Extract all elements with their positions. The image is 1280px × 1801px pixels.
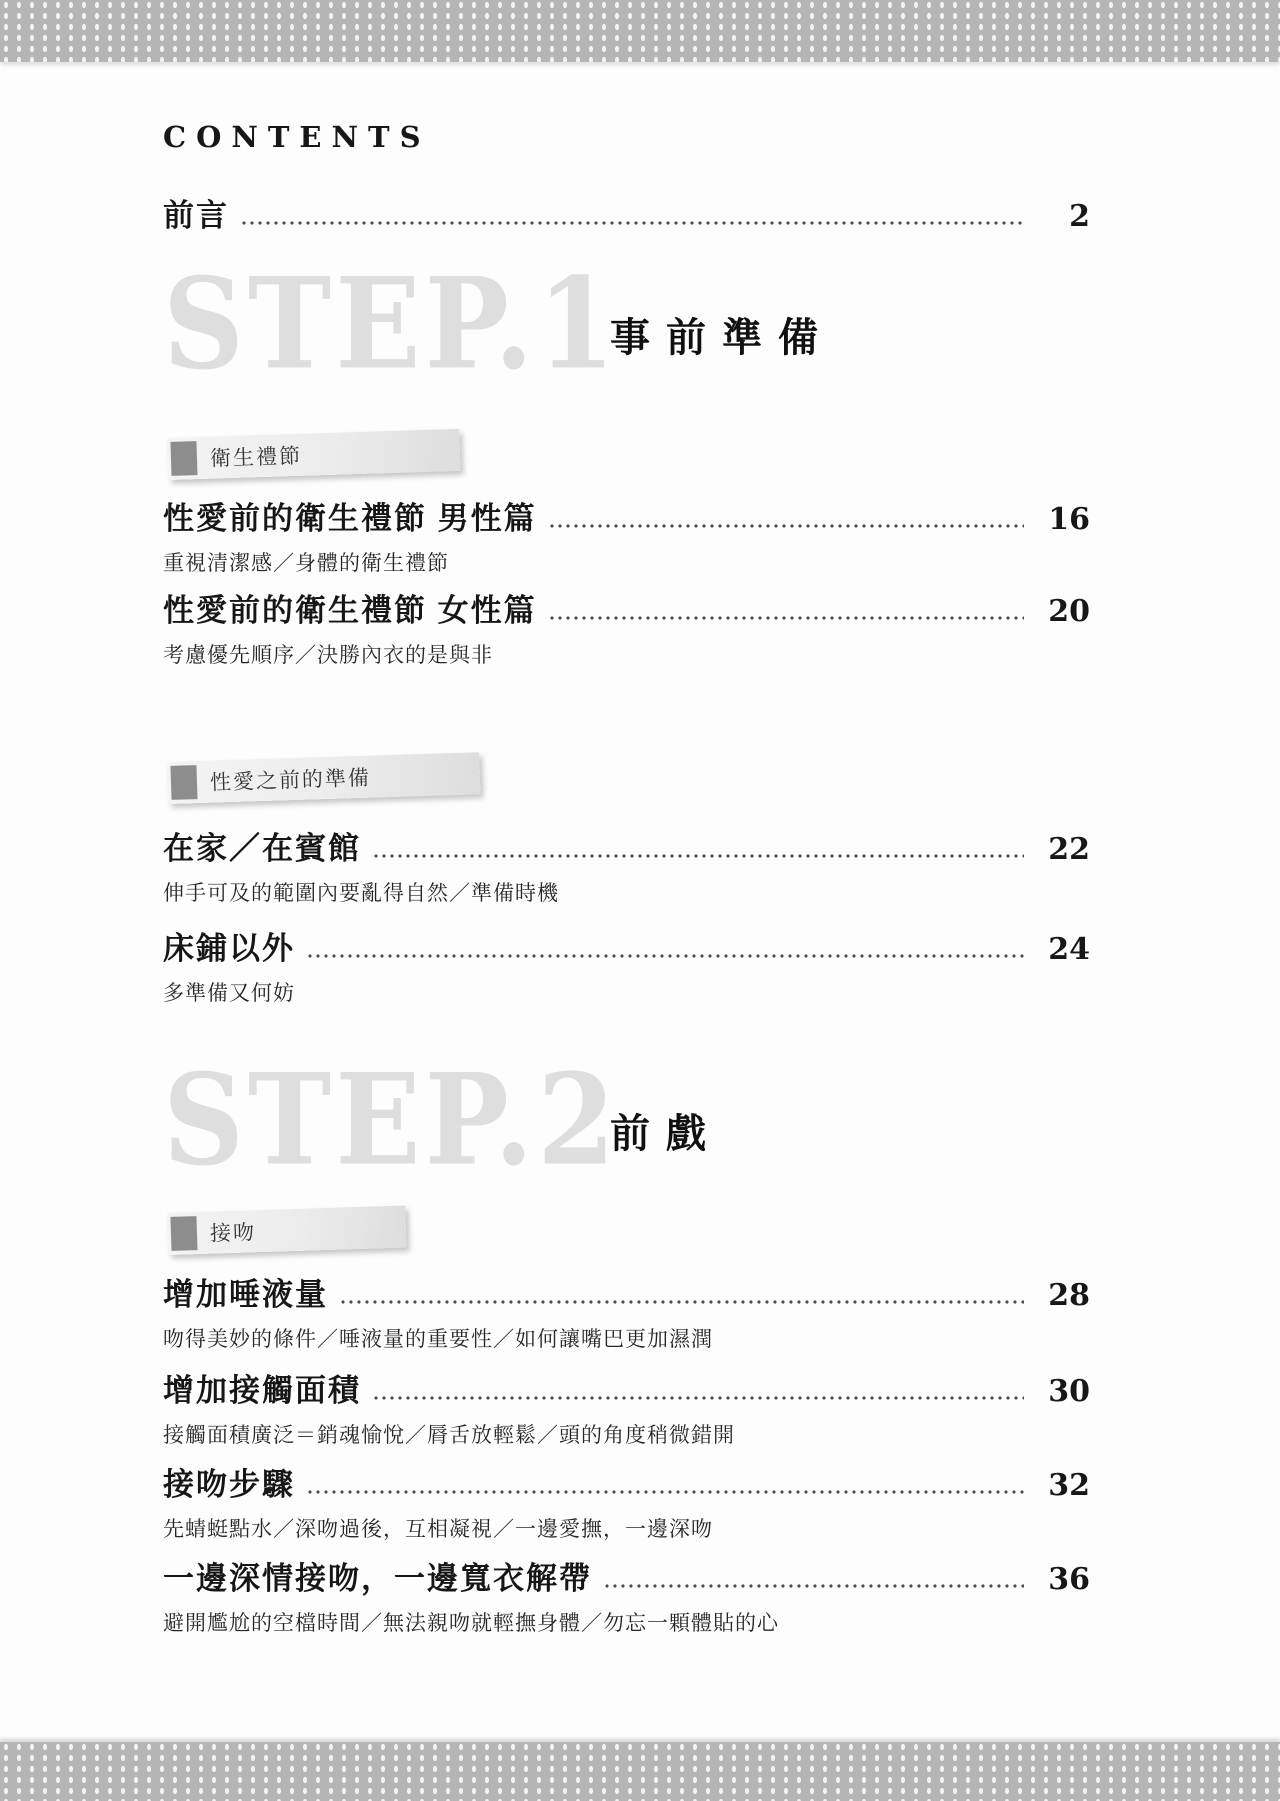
entry-title: 性愛前的衛生禮節 女性篇	[163, 593, 537, 628]
dotted-leader	[604, 1584, 1024, 1588]
entry-subtitle: 避開尷尬的空檔時間／無法親吻就輕撫身體／勿忘一顆體貼的心	[163, 1612, 779, 1636]
toc-entry	[163, 592, 1090, 669]
dotted-leader	[241, 221, 1024, 225]
step-1-watermark: STEP.1	[163, 250, 620, 398]
toc-entry-foreword	[163, 197, 1090, 234]
section-tag-hygiene	[167, 429, 460, 480]
entry-title: 在家／在賓館	[163, 831, 361, 866]
entry-page-number: 30	[1048, 1373, 1090, 1409]
entry-title: 一邊深情接吻，一邊寬衣解帶	[163, 1561, 592, 1596]
toc-entry	[163, 500, 1090, 577]
bottom-dotted-border	[0, 1742, 1280, 1801]
entry-subtitle: 考慮優先順序／決勝內衣的是與非	[163, 644, 493, 668]
dotted-leader	[340, 1300, 1024, 1304]
section-tag-preparation	[167, 752, 480, 804]
entry-subtitle: 接觸面積廣泛＝銷魂愉悅／脣舌放輕鬆／頭的角度稍微錯開	[163, 1424, 735, 1448]
dotted-leader	[307, 1490, 1024, 1494]
entry-page-number: 24	[1048, 931, 1090, 967]
entry-title: 增加接觸面積	[163, 1373, 361, 1408]
dotted-leader	[549, 616, 1024, 620]
page-title: CONTENTS	[163, 120, 431, 154]
entry-subtitle: 重視清潔感／身體的衛生禮節	[163, 552, 449, 576]
tag-label: 性愛之前的準備	[209, 766, 372, 795]
entry-title: 性愛前的衛生禮節 男性篇	[163, 501, 537, 536]
toc-entry	[163, 1466, 1090, 1543]
dotted-leader	[307, 954, 1024, 958]
entry-subtitle: 伸手可及的範圍內要亂得自然／準備時機	[163, 882, 559, 906]
step-2-heading: 前戲	[610, 1112, 722, 1156]
entry-page-number: 20	[1048, 593, 1090, 629]
tag-label: 接吻	[209, 1221, 257, 1246]
entry-page-number: 2	[1069, 198, 1090, 234]
entry-title: 床鋪以外	[163, 931, 295, 966]
entry-title: 接吻步驟	[163, 1467, 295, 1502]
entry-title: 增加唾液量	[163, 1277, 328, 1312]
entry-page-number: 32	[1048, 1467, 1090, 1503]
toc-entry	[163, 1372, 1090, 1449]
entry-page-number: 16	[1048, 501, 1090, 537]
tag-label: 衛生禮節	[209, 444, 303, 471]
toc-entry	[163, 830, 1090, 907]
step-1-header	[163, 250, 1090, 412]
section-tag-kissing	[167, 1206, 406, 1255]
tag-square-icon	[170, 441, 197, 476]
toc-entry	[163, 1560, 1090, 1637]
entry-page-number: 36	[1048, 1561, 1090, 1597]
entry-page-number: 28	[1048, 1277, 1090, 1313]
top-dotted-border	[0, 0, 1280, 62]
toc-entry	[163, 930, 1090, 1007]
tag-square-icon	[170, 765, 197, 800]
entry-title: 前言	[163, 198, 229, 233]
entry-subtitle: 吻得美妙的條件／唾液量的重要性／如何讓嘴巴更加濕潤	[163, 1328, 713, 1352]
entry-subtitle: 先蜻蜓點水／深吻過後，互相凝視／一邊愛撫，一邊深吻	[163, 1518, 713, 1542]
entry-subtitle: 多準備又何妨	[163, 982, 295, 1006]
step-1-heading: 事前準備	[610, 316, 834, 360]
dotted-leader	[549, 524, 1024, 528]
entry-page-number: 22	[1048, 831, 1090, 867]
step-2-header	[163, 1046, 1090, 1208]
dotted-leader	[373, 854, 1024, 858]
toc-entry	[163, 1276, 1090, 1353]
step-2-watermark: STEP.2	[163, 1046, 620, 1194]
dotted-leader	[373, 1396, 1024, 1400]
tag-square-icon	[170, 1216, 197, 1251]
